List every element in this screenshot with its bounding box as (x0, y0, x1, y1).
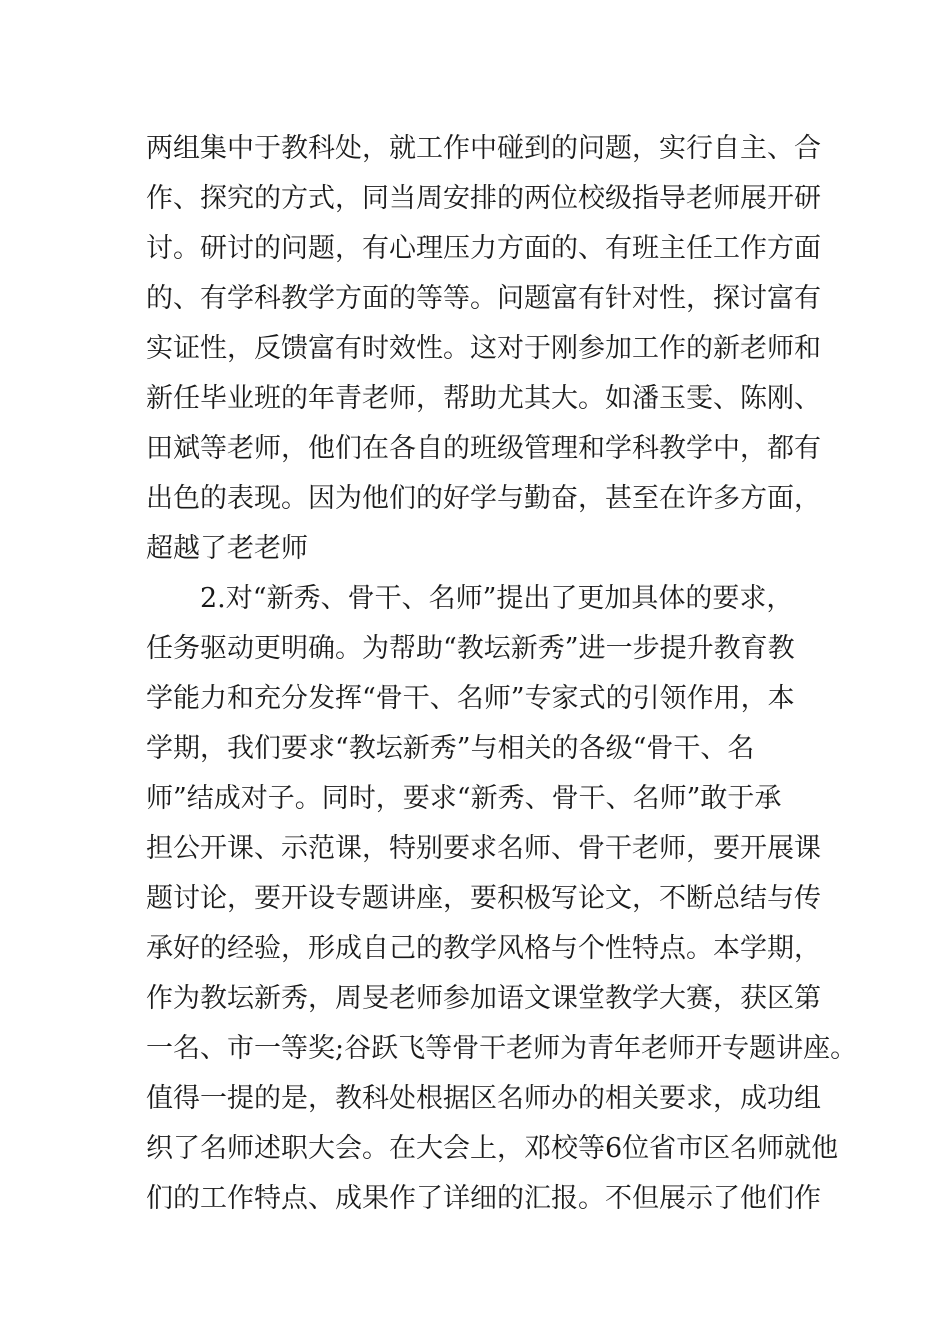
text-line: 的、有学科教学方面的等等。问题富有针对性，探讨富有 (146, 283, 821, 314)
text-line: 新任毕业班的年青老师，帮助尤其大。如潘玉雯、陈刚、 (146, 383, 821, 414)
text-line: 学能力和充分发挥“骨干、名师”专家式的引领作用，本 (146, 683, 795, 714)
text-line: 作为教坛新秀，周旻老师参加语文课堂教学大赛，获区第 (146, 983, 821, 1014)
text-line: 田斌等老师，他们在各自的班级管理和学科教学中，都有 (146, 433, 821, 464)
text-line: 值得一提的是，教科处根据区名师办的相关要求，成功组 (146, 1083, 821, 1114)
text-line: 作、探究的方式，同当周安排的两位校级指导老师展开研 (146, 183, 821, 214)
text-line: 一名、市一等奖;谷跃飞等骨干老师为青年老师开专题讲座。 (146, 1033, 858, 1064)
text-line: 们的工作特点、成果作了详细的汇报。不但展示了他们作 (146, 1183, 821, 1214)
text-line: 实证性，反馈富有时效性。这对于刚参加工作的新老师和 (146, 333, 821, 364)
text-line: 任务驱动更明确。为帮助“教坛新秀”进一步提升教育教 (146, 633, 795, 664)
paragraph-first-line: 2.对“新秀、骨干、名师”提出了更加具体的要求， (200, 583, 794, 614)
body-text (146, 124, 858, 1224)
text-line: 织了名师述职大会。在大会上，邓校等6位省市区名师就他 (146, 1133, 839, 1164)
text-line: 学期，我们要求“教坛新秀”与相关的各级“骨干、名 (146, 733, 755, 764)
text-line: 超越了老老师 (146, 533, 308, 564)
text-line: 担公开课、示范课，特别要求名师、骨干老师，要开展课 (146, 833, 821, 864)
text-line: 两组集中于教科处，就工作中碰到的问题，实行自主、合 (146, 133, 821, 164)
text-line: 题讨论，要开设专题讲座，要积极写论文，不断总结与传 (146, 883, 821, 914)
text-line: 出色的表现。因为他们的好学与勤奋，甚至在许多方面， (146, 483, 821, 514)
text-line: 承好的经验，形成自己的教学风格与个性特点。本学期， (146, 933, 821, 964)
text-line: 师”结成对子。同时，要求“新秀、骨干、名师”敢于承 (146, 783, 782, 814)
text-line: 讨。研讨的问题，有心理压力方面的、有班主任工作方面 (146, 233, 821, 264)
